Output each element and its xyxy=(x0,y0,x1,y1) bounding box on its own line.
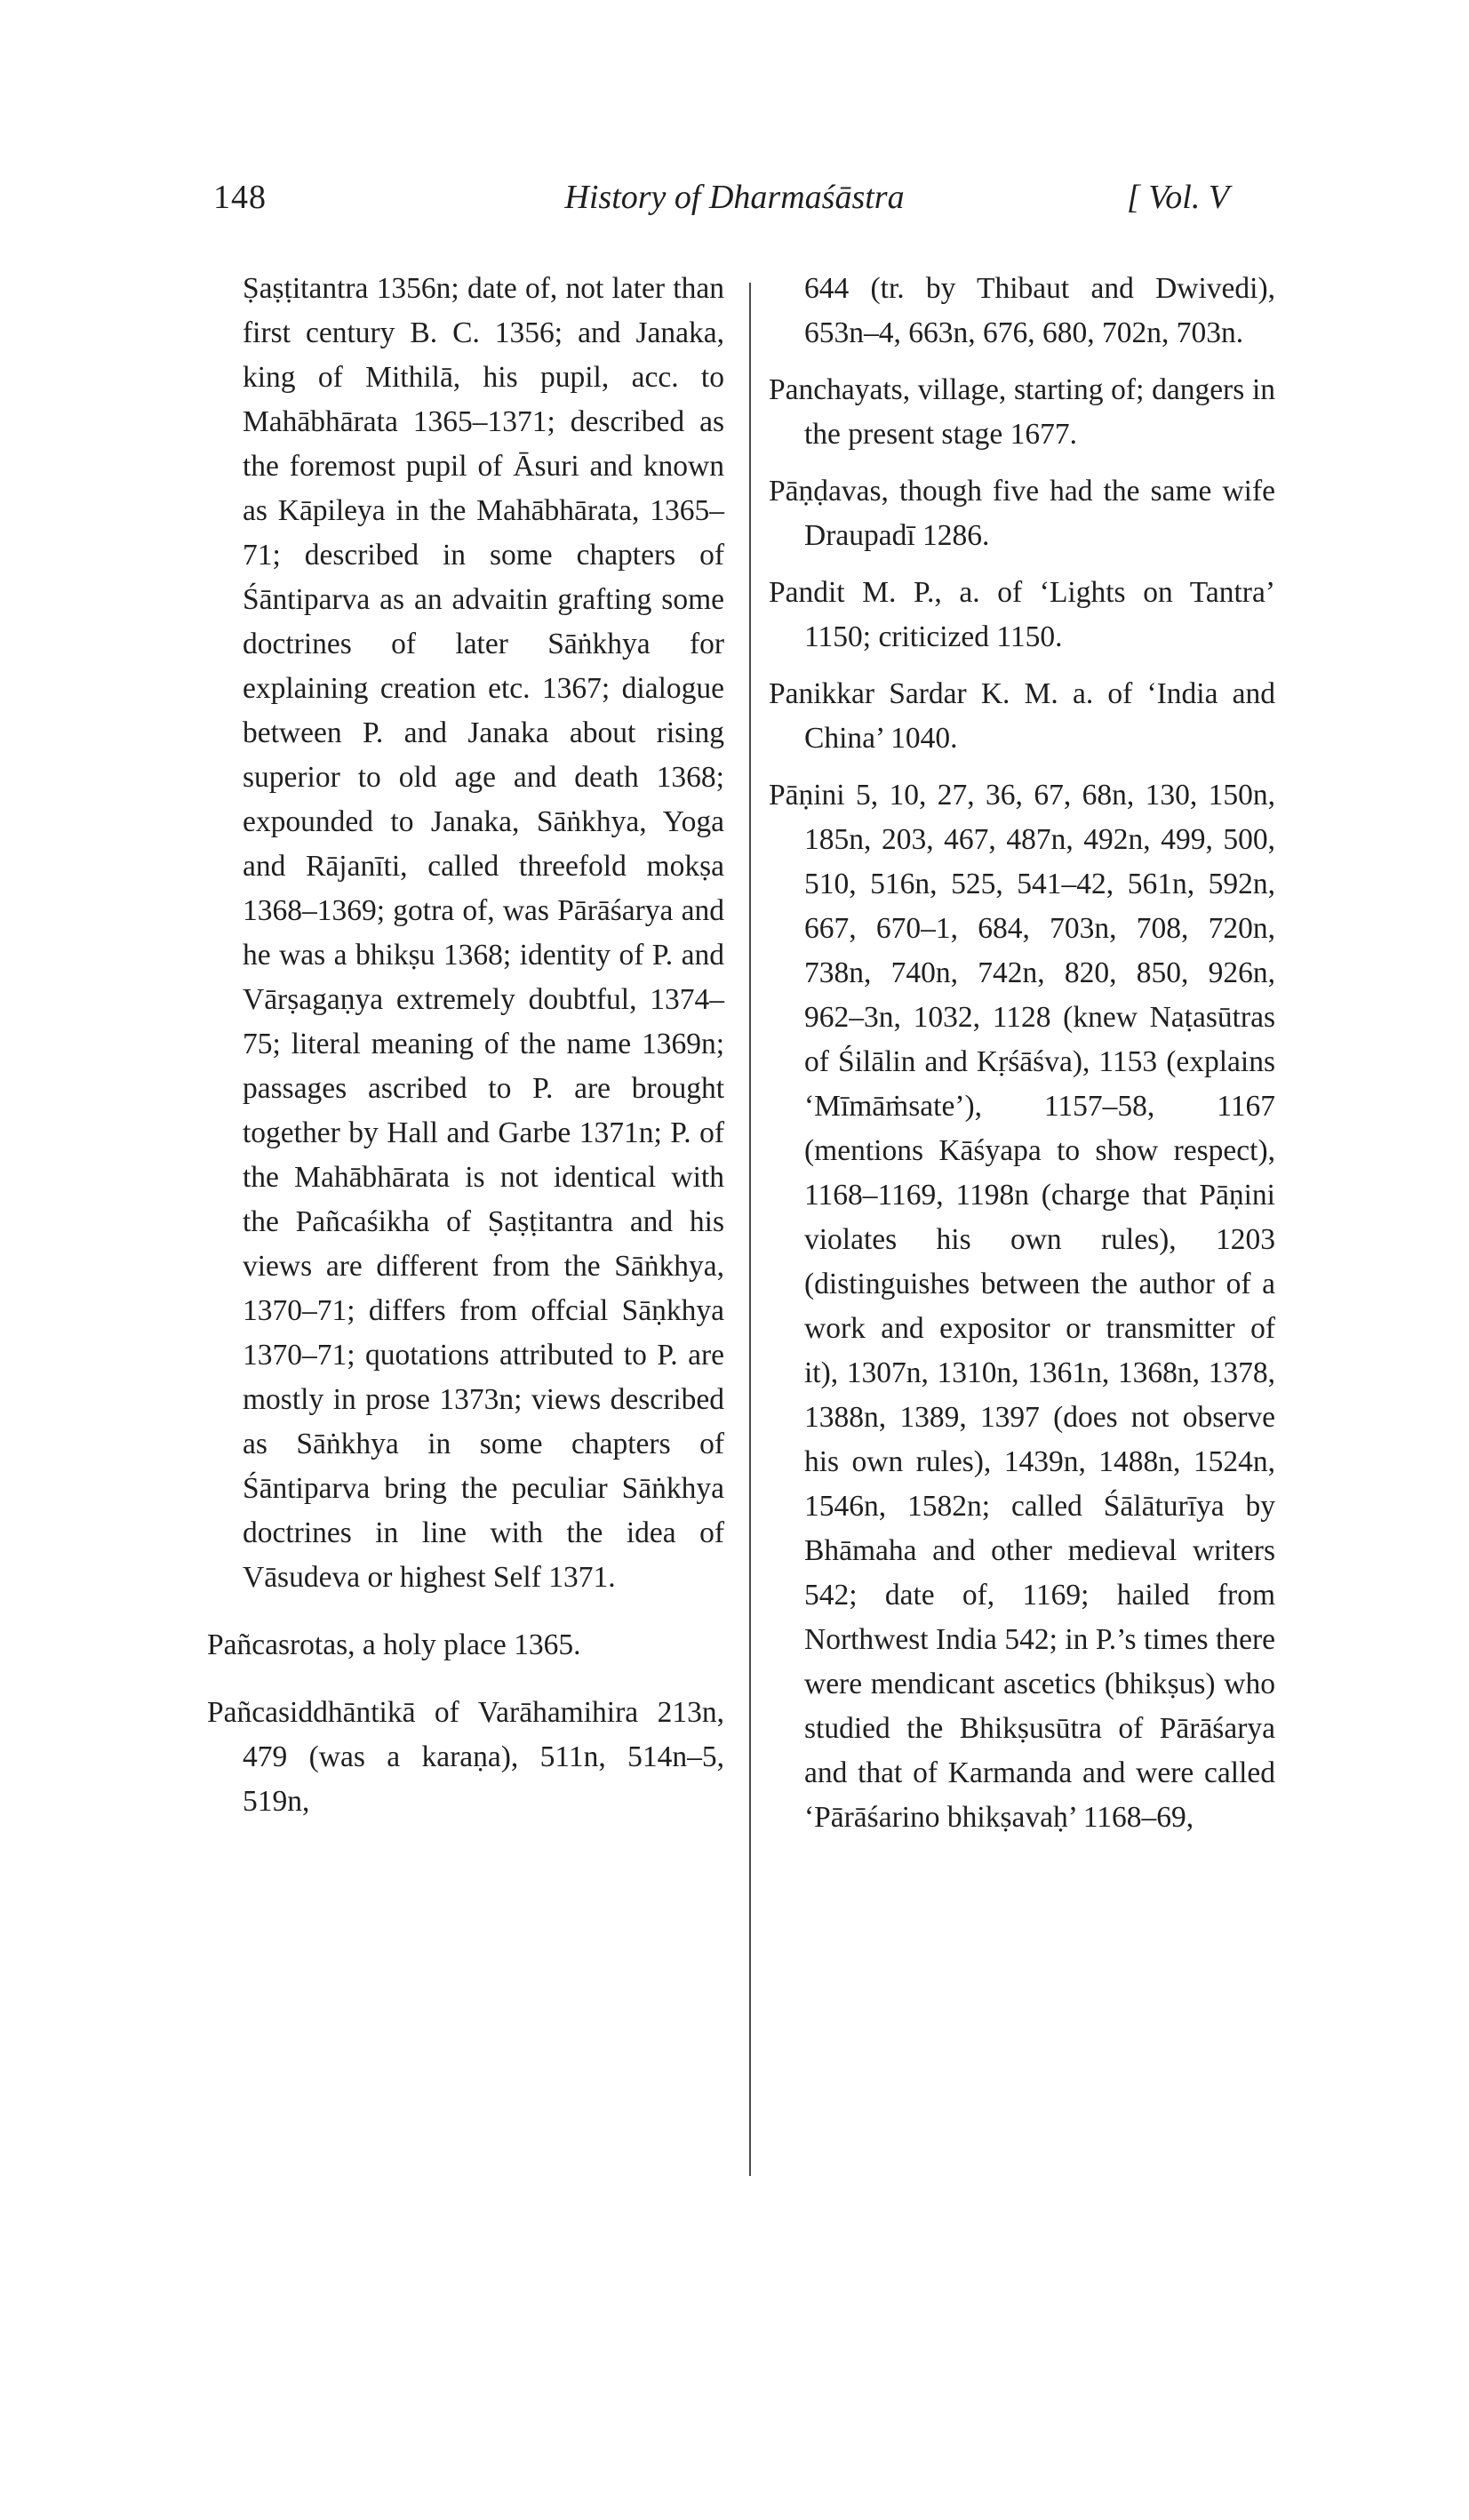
index-entry: Panchayats, village, starting of; dangers in the present stage 1677. xyxy=(769,373,1275,451)
index-entry: Panikkar Sardar K. M. a. of ‘India and China’ 1040. xyxy=(769,677,1275,755)
column-divider xyxy=(749,283,751,2176)
index-entry: Pañcasrotas, a holy place 1365. xyxy=(207,1628,581,1661)
left-column xyxy=(207,267,724,1836)
index-entry: Pandit M. P., a. of ‘Lights on Tantra’ 1150; criticized 1150. xyxy=(769,576,1275,653)
index-entry: Pañcasiddhāntikā of Varāhamihira 213n, 479 (was a karaṇa), 511n, 514n–5, 519n, xyxy=(207,1696,724,1818)
running-title: History of Dharmaśāstra xyxy=(564,179,905,216)
volume-label: [ Vol. V xyxy=(1127,179,1230,216)
index-entry: Ṣaṣṭitantra 1356n; date of, not later than first century B. C. 1356; and Janaka, king of Mithilā, his pupil, acc. to Mahābhārata 1365–1371; described as the foremost pupil of Āsuri and known as Kāpileya in the Mahābhārata, 1365–71; described in some chapters of Śāntiparva as an advaitin grafting some doctrines of later Sāṅkhya for explaining creation etc. 1367; dialogue between P. and Janaka about rising superior to old age and death 1368; expounded to Janaka, Sāṅkhya, Yoga and Rājanīti, called threefold mokṣa 1368–1369; gotra of, was Pārāśarya and he was a bhikṣu 1368; identity of P. and Vārṣagaṇya extremely doubtful, 1374–75; literal meaning of the name 1369n; passages ascribed to P. are brought together by Hall and Garbe 1371n; P. of the Mahābhārata is not identical with the Pañcaśikha of Ṣaṣṭitantra and his views are different from the Sāṅkhya, 1370–71; differs from offcial Sāṇkhya 1370–71; quotations attributed to P. are mostly in prose 1373n; views described as Sāṅkhya in some chapters of Śāntiparva bring the peculiar Sāṅkhya doctrines in line with the idea of Vāsudeva or highest Self 1371. xyxy=(243,272,724,1594)
page-number: 148 xyxy=(213,179,267,216)
right-column xyxy=(769,267,1275,1852)
index-entry: Pāṇini 5, 10, 27, 36, 67, 68n, 130, 150n, 185n, 203, 467, 487n, 492n, 499, 500, 510, 516n, 525, 541–42, 561n, 592n, 667, 670–1, 684, 703n, 708, 720n, 738n, 740n, 742n, 820, 850, 926n, 962–3n, 1032, 1128 (knew Naṭasūtras of Śilālin and Kṛśāśva), 1153 (explains ‘Mīmāṁsate’), 1157–58, 1167 (mentions Kāśyapa to show respect), 1168–1169, 1198n (charge that Pāṇini violates his own rules), 1203 (distinguishes between the author of a work and expositor or transmitter of it), 1307n, 1310n, 1361n, 1368n, 1378, 1388n, 1389, 1397 (does not observe his own rules), 1439n, 1488n, 1524n, 1546n, 1582n; called Śālāturīya by Bhāmaha and other medieval writers 542; date of, 1169; hailed from Northwest India 542; in P.’s times there were mendicant ascetics (bhikṣus) who studied the Bhikṣusūtra of Pārāśarya and that of Karmanda and were called ‘Pārāśarino bhikṣavaḥ’ 1168–69, xyxy=(769,779,1275,1834)
index-entry: 644 (tr. by Thibaut and Dwivedi), 653n–4, 663n, 676, 680, 702n, 703n. xyxy=(804,272,1275,349)
index-entry: Pāṇḍavas, though five had the same wife Draupadī 1286. xyxy=(769,475,1275,552)
